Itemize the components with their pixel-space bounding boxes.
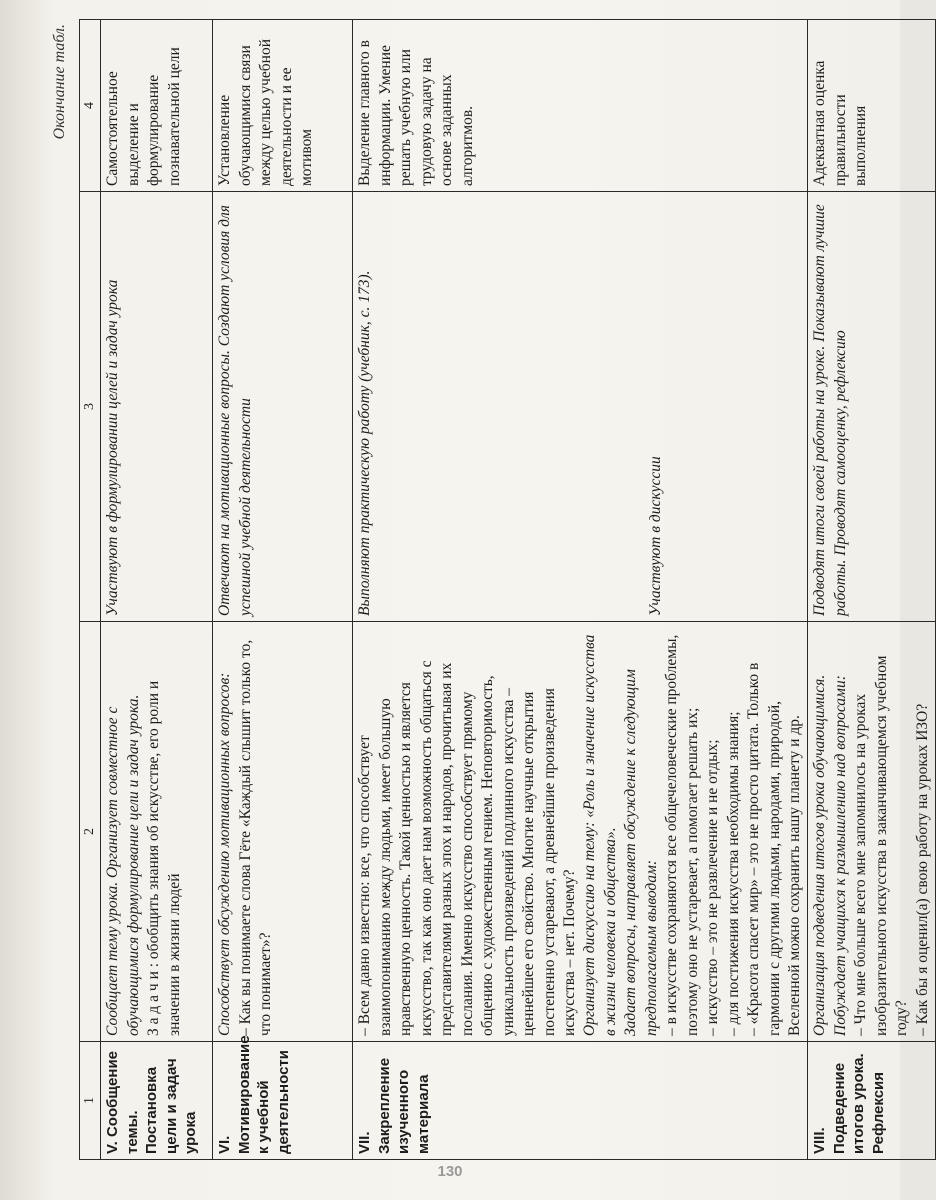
teacher-activity-cell	[808, 622, 936, 1042]
student-activity-cell: Подводят итоги своей работы на уроке. Показывают лучшие работы. Проводят самооценку, рефлексию	[808, 192, 936, 622]
rotated-content	[45, 10, 931, 1170]
teacher-text: Организация подведения итогов урока обучающимися. Побуждает учащихся к размышлению над вопросами:	[811, 674, 849, 1036]
student-activity-cell: Отвечают на мотивационные вопросы. Создают условия для успешной учебной деятельности	[213, 192, 353, 622]
teacher-activity-cell	[101, 622, 213, 1042]
teacher-text: – для постижения искусства необходимы знания;	[724, 711, 742, 1036]
student-text: Участвуют в дискуссии	[646, 456, 664, 616]
stage-cell: V. Сообщение темы. Постановка цели и задач урока	[101, 1042, 213, 1160]
teacher-text: – в искусстве сохраняются все общечеловеческие проблемы, поэтому оно не устаревает, а помогает решать их;	[663, 634, 701, 1036]
table-caption: Окончание табл.	[51, 24, 68, 140]
uud-cell: Самостоятельное выделение и формулирование познавательной цели	[101, 20, 213, 192]
column-header: 4	[80, 20, 101, 192]
uud-cell: Установление обучающимися связи между целью учебной деятельности и ее мотивом	[213, 20, 353, 192]
teacher-activity-cell	[353, 622, 808, 1042]
teacher-activity-cell	[213, 622, 353, 1042]
teacher-text: Организует дискуссию на тему: «Роль и значение искусства в жизни человека и общества».	[581, 634, 619, 1036]
uud-cell: Выделение главного в информации. Умение решать учебную или трудовую задачу на основе заданных алгоритмов.	[353, 20, 808, 192]
teacher-text: – Всем давно известно: все, что способствует взаимопониманию между людьми, имеет большую нравственную ценность. Такой ценностью и является искусство, так как оно дает нам возможность общаться с представителями разных эпох и народов, прочитывая их послания. Именно искусство способствует прямому общению с художественным гением. Неповторимость, уникальность произведений подлинного искусства – ценнейшее его свойство. Многие научные открытия постепенно устаревают, а древнейшие произведения искусства – нет. Почему?	[356, 660, 578, 1036]
table-row	[101, 20, 213, 1160]
table-row	[213, 20, 353, 1160]
column-header: 3	[80, 192, 101, 622]
teacher-text: – «Красота спасет мир» – это не просто цитата. Только в гармонии с другими людьми, народами, природой, Вселенной можно сохранить нашу планету и др.	[745, 662, 803, 1036]
student-activity-cell	[353, 192, 808, 622]
teacher-text: – Как бы я оценил(а) свою работу на уроках ИЗО?	[913, 703, 931, 1036]
stage-cell: VII. Закрепление изученного материала	[353, 1042, 808, 1160]
teacher-text: – искусство – это не развлечение и не отдых;	[704, 739, 722, 1036]
teacher-text: – Что мне больше всего мне запомнилось на уроках изобразительного искусства в заканчивающемся учебном году?	[852, 655, 911, 1036]
table-row	[808, 20, 936, 1160]
column-header: 1	[80, 1042, 101, 1160]
stage-cell: VI. Мотивирование к учебной деятельности	[213, 1042, 353, 1160]
page-number: 130	[437, 1163, 463, 1180]
uud-cell: Адекватная оценка правильности выполнения	[808, 20, 936, 192]
header-row	[80, 20, 101, 1160]
teacher-text: З а д а ч и : обобщить знания об искусстве, его роли и значении в жизни людей	[145, 680, 183, 1036]
student-activity-cell: Участвуют в формулировании целей и задач урока	[101, 192, 213, 622]
stage-cell: VIII. Подведение итогов урока. Рефлексия	[808, 1042, 936, 1160]
lesson-plan-table	[79, 19, 936, 1160]
table-row	[353, 20, 808, 1160]
column-header: 2	[80, 622, 101, 1042]
student-text: Выполняют практическую работу (учебник, с. 173).	[356, 270, 374, 616]
teacher-text: – Как вы понимаете слова Гёте «Каждый слышит только то, что понимает»?	[236, 639, 275, 1036]
teacher-text: Сообщает тему урока. Организует совместное с обучающимися формулирование цели и задач урока.	[104, 694, 142, 1036]
teacher-text: Способствует обсуждению мотивационных вопросов:	[216, 672, 234, 1036]
teacher-text: Задает вопросы, направляет обсуждение к следующим предполагаемым выводам:	[622, 669, 660, 1036]
